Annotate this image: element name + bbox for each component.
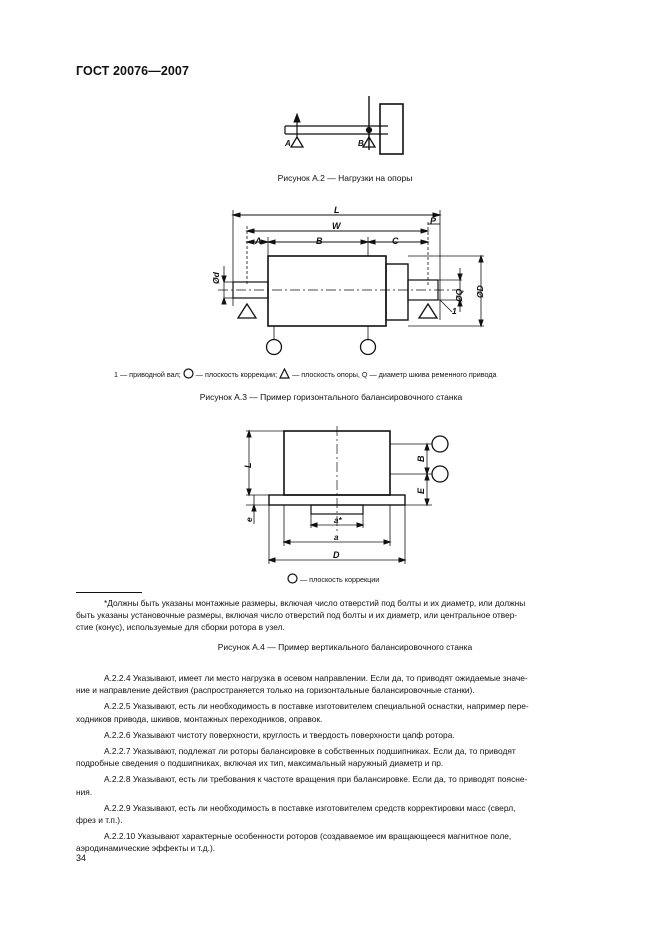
legend-correction-plane: — плоскость коррекции; (195, 370, 278, 379)
figure-a3-caption: Рисунок А.3 — Пример горизонтального балансировочного станка (199, 392, 463, 402)
para-a228-line2: ния. (76, 786, 93, 797)
dim-d-base-label: D (333, 550, 340, 560)
legend-drive-shaft: 1 — приводной вал; (114, 370, 181, 379)
support-a-label: A (285, 139, 291, 148)
legend-correction-plane-a4: — плоскость коррекции (300, 575, 380, 584)
para-a227-line1: А.2.2.7 Указывают, подлежат ли роторы балансировке в собственных подшипниках. Если да, то приводят (104, 746, 516, 757)
legend-support-plane: — плоскость опоры, Q — диаметр шкива ременного привода (292, 370, 497, 379)
footnote-line-3: стие (конус), используемые для сборки ротора в узел. (76, 622, 285, 632)
figure-a4-vertical-machine (240, 424, 465, 574)
support-plane-triangle-icon (279, 368, 290, 379)
figure-a4-caption: Рисунок А.4 — Пример вертикального балансировочного станка (217, 642, 473, 652)
page-number: 34 (76, 853, 87, 863)
footnote-separator (76, 592, 142, 593)
para-a229-line1: А.2.2.9 Указывают, есть ли необходимость в поставке изготовителем средств корректировки масс (сверл, (104, 802, 516, 813)
dim-l-vertical-label: L (243, 462, 253, 468)
dim-c-label: C (392, 236, 399, 246)
document-header: ГОСТ 20076—2007 (76, 64, 190, 78)
dim-d-shaft-label: Ød (211, 272, 221, 284)
dim-l-label: L (334, 205, 340, 215)
dim-b-label: B (316, 236, 323, 246)
dim-e-vertical-label: E (416, 487, 426, 494)
dim-p-label: P (430, 216, 437, 226)
body-text (76, 672, 587, 855)
correction-plane-circle-icon (287, 573, 298, 584)
figure-a2-caption: Рисунок А.2 — Нагрузки на опоры (277, 173, 413, 183)
para-a226: А.2.2.6 Указывают чистоту поверхности, круглость и твердость поверхности цапф ротора. (104, 729, 455, 740)
footnote-line-1: *Должны быть указаны монтажные размеры, включая число отверстий под болты и их диаметр, или должны (104, 598, 526, 608)
dim-big-d-label: ØD (475, 285, 485, 298)
support-b-label: B (358, 139, 364, 148)
figure-a2-load-diagram (270, 92, 420, 162)
para-a229-line2: фрез и т.п.). (76, 815, 123, 826)
figure-a3-horizontal-machine (200, 200, 500, 362)
para-a224-line1: А.2.2.4 Указывают, имеет ли место нагрузка в осевом направлении. Если да, то приводят ожидаемые значе- (104, 673, 528, 683)
dim-q-label: ØQ (454, 288, 464, 302)
para-a2210-line2: аэродинамические эффекты и т.д.). (76, 843, 216, 854)
para-a228-line1: А.2.2.8 Указывают, есть ли требования к частоте вращения при балансировке. Если да, то приводят поясне- (104, 774, 528, 785)
dim-w-label: W (332, 221, 341, 231)
correction-plane-circle-icon (183, 368, 194, 379)
figure-a3-legend (114, 368, 497, 379)
dim-a-label: a (334, 533, 339, 542)
dim-b-vertical-label: B (416, 455, 426, 462)
para-a2210-line1: А.2.2.10 Указывают характерные особенности роторов (создаваемое им вращающееся магнитное поле, (104, 831, 512, 842)
dim-a-label: A (255, 236, 262, 246)
figure-a4-legend (287, 573, 379, 584)
para-a225-line1: А.2.2.5 Указывают, есть ли необходимость в поставке изготовителем специальной оснастки, например пере- (104, 701, 529, 712)
para-a224-line2: ние и направление действия (распространяется только на горизонтальные балансировочные станки). (76, 685, 475, 696)
para-a227-line2: подробные сведения о подшипниках, включая их тип, максимальный наружный диаметр и пр. (76, 758, 444, 769)
footnote-line-2: быть указаны установочные размеры, включая число отверстий под болты и их диаметр, или центральное отвер- (76, 610, 518, 620)
dim-e-small-label: e (244, 517, 254, 522)
drive-shaft-number: 1 (452, 306, 457, 316)
para-a225-line2: ходников привода, шкивов, монтажных переходников, оправок. (76, 713, 323, 724)
figure-a4-footnote (76, 597, 587, 633)
dim-a-star-label: a* (334, 516, 342, 525)
